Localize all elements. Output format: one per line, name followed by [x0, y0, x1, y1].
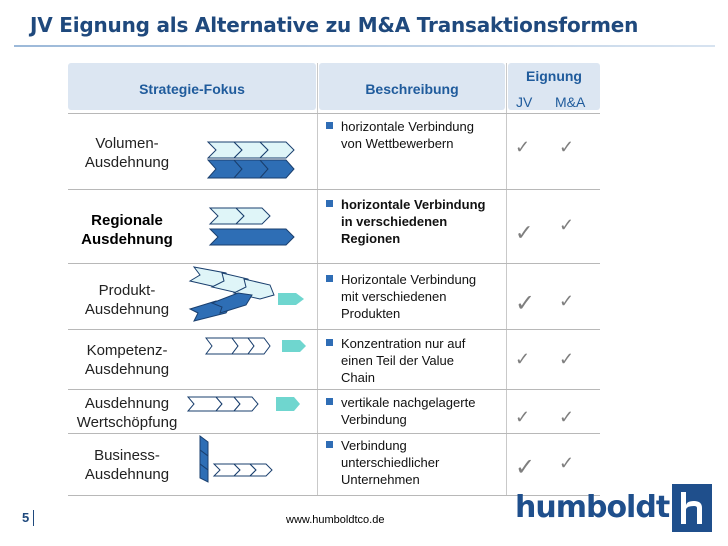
check-icon: ✓: [515, 454, 536, 481]
description-item: Verbindung unterschiedlicher Unternehmen: [326, 437, 502, 488]
check-icon: ✓: [559, 291, 575, 311]
header-strategy-label: Strategie-Fokus: [139, 81, 245, 97]
square-bullet-icon: [326, 441, 333, 448]
check-icon: ✓: [515, 220, 534, 245]
description-item: Horizontale Verbindung mit verschiedenen Produkten: [326, 271, 502, 322]
row-divider: [68, 433, 600, 434]
description-item: Konzentration nur auf einen Teil der Value Chain: [326, 335, 502, 386]
strategy-label: Kompetenz- Ausdehnung: [84, 342, 170, 378]
check-icon: ✓: [559, 215, 575, 235]
humboldt-logo-mark: [672, 484, 712, 532]
strategy-label: Regionale Ausdehnung: [81, 212, 173, 248]
strategy-label: Business- Ausdehnung: [84, 447, 170, 483]
chevron-process-graphic: [186, 265, 318, 329]
chevron-process-graphic: [186, 140, 318, 180]
check-icon: ✓: [515, 137, 531, 157]
header-description-label: Beschreibung: [365, 81, 459, 97]
check-icon: ✓: [559, 407, 575, 427]
page-number: 5: [22, 510, 30, 525]
humboldt-logo-text: humboldt: [515, 490, 670, 525]
footer-url: www.humboldtco.de: [286, 514, 385, 526]
header-suitability-label: Eignung: [526, 68, 582, 84]
check-icon: ✓: [559, 137, 575, 157]
row-divider: [68, 263, 600, 264]
chevron-process-graphic: [186, 336, 318, 366]
logo-h-icon: [672, 484, 712, 532]
chevron-process-graphic: [186, 206, 318, 246]
check-icon: ✓: [559, 453, 575, 473]
description-item: vertikale nachgelagerte Verbindung: [326, 394, 502, 428]
description-item: horizontale Verbindung von Wettbewerbern: [326, 118, 502, 152]
square-bullet-icon: [326, 339, 333, 346]
column-divider: [506, 63, 507, 495]
page-number-divider: [33, 510, 34, 526]
square-bullet-icon: [326, 200, 333, 207]
chevron-process-graphic: [186, 394, 318, 418]
check-icon: ✓: [515, 349, 531, 369]
chevron-process-graphic: [186, 434, 318, 486]
row-divider: [68, 189, 600, 190]
header-jv-label: JV: [516, 94, 533, 110]
slide-title: JV Eignung als Alternative zu M&A Transaktionsformen: [30, 13, 639, 37]
strategy-label: Volumen- Ausdehnung: [84, 135, 170, 171]
strategy-label: Ausdehnung Wertschöpfung: [76, 395, 178, 431]
square-bullet-icon: [326, 275, 333, 282]
square-bullet-icon: [326, 122, 333, 129]
header-ma-label: M&A: [555, 94, 586, 110]
check-icon: ✓: [515, 407, 531, 427]
square-bullet-icon: [326, 398, 333, 405]
strategy-label: Produkt- Ausdehnung: [84, 282, 170, 318]
row-divider: [68, 113, 600, 114]
check-icon: ✓: [515, 290, 536, 317]
description-item: horizontale Verbindung in verschiedenen Regionen: [326, 196, 502, 247]
check-icon: ✓: [559, 349, 575, 369]
title-underline: [14, 45, 715, 47]
row-divider: [68, 329, 600, 330]
row-divider: [68, 389, 600, 390]
